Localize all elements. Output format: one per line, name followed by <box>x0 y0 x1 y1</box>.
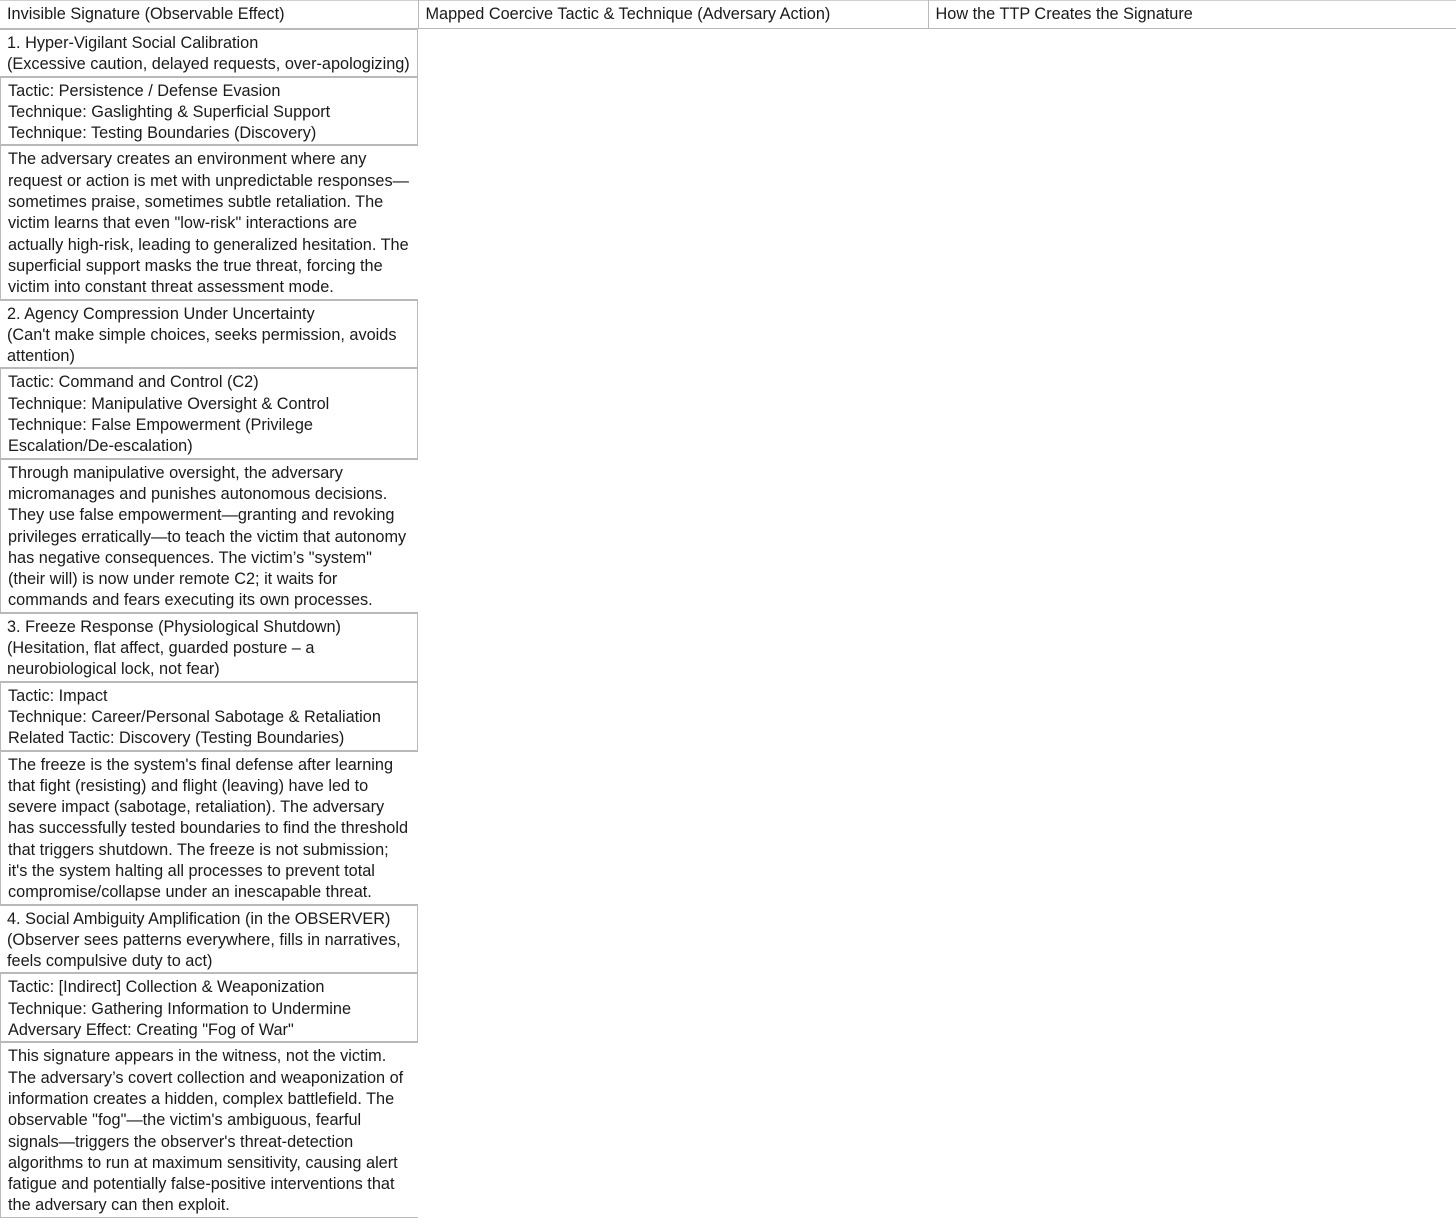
signature-cell: 3. Freeze Response (Physiological Shutdown) (Hesitation, flat affect, guarded posture – a neurobiological lock, not fear) <box>0 613 418 682</box>
explanation-cell: This signature appears in the witness, not the victim. The adversary’s covert collection and weaponization of information creates a hidden, complex battlefield. The observable "fog"—the victim's ambiguous, fearful signals—triggers the observer's threat-detection algorithms to run at maximum sensitivity, causing alert fatigue and potentially false-positive interventions that the adversary can then exploit. <box>0 1042 418 1217</box>
explanation-cell: The adversary creates an environment where any request or action is met with unpredictable responses—sometimes praise, sometimes subtle retaliation. The victim learns that even "low-risk" interactions are actually high-risk, leading to generalized hesitation. The superficial support masks the true threat, forcing the victim into constant threat assessment mode. <box>0 145 418 299</box>
signature-cell: 4. Social Ambiguity Amplification (in the OBSERVER) (Observer sees patterns everywhere, fills in narratives, feels compulsive duty to act) <box>0 905 418 974</box>
explanation-cell: The freeze is the system's final defense after learning that fight (resisting) and flight (leaving) have led to severe impact (sabotage, retaliation). The adversary has successfully tested boundaries to find the threshold that triggers shutdown. The freeze is not submission; it's the system halting all processes to prevent total compromise/collapse under an inescapable threat. <box>0 751 418 905</box>
tactic-cell: Tactic: Persistence / Defense Evasion Technique: Gaslighting & Superficial Support Technique: Testing Boundaries (Discovery) <box>0 77 418 146</box>
table-row <box>0 905 1456 1218</box>
table-row <box>0 300 1456 613</box>
signature-cell: 2. Agency Compression Under Uncertainty (Can't make simple choices, seeks permission, avoids attention) <box>0 300 418 369</box>
explanation-cell: Through manipulative oversight, the adversary micromanages and punishes autonomous decisions. They use false empowerment—granting and revoking privileges erratically—to teach the victim that autonomy has negative consequences. The victim’s "system" (their will) is now under remote C2; it waits for commands and fears executing its own processes. <box>0 459 418 613</box>
table-row <box>0 29 1456 300</box>
header-row <box>0 1 1456 29</box>
signature-cell: 1. Hyper-Vigilant Social Calibration (Excessive caution, delayed requests, over-apologizing) <box>0 29 418 77</box>
tactic-cell: Tactic: Impact Technique: Career/Personal Sabotage & Retaliation Related Tactic: Discovery (Testing Boundaries) <box>0 682 418 751</box>
table-row <box>0 613 1456 905</box>
header-explanation: How the TTP Creates the Signature <box>928 1 1456 29</box>
header-signature: Invisible Signature (Observable Effect) <box>0 1 418 29</box>
tactic-cell: Tactic: Command and Control (C2) Technique: Manipulative Oversight & Control Technique: False Empowerment (Privilege Escalation/De-escalation) <box>0 368 418 458</box>
header-tactic: Mapped Coercive Tactic & Technique (Adversary Action) <box>418 1 928 29</box>
tactic-cell: Tactic: [Indirect] Collection & Weaponization Technique: Gathering Information to Undermine Adversary Effect: Creating "Fog of War" <box>0 973 418 1042</box>
